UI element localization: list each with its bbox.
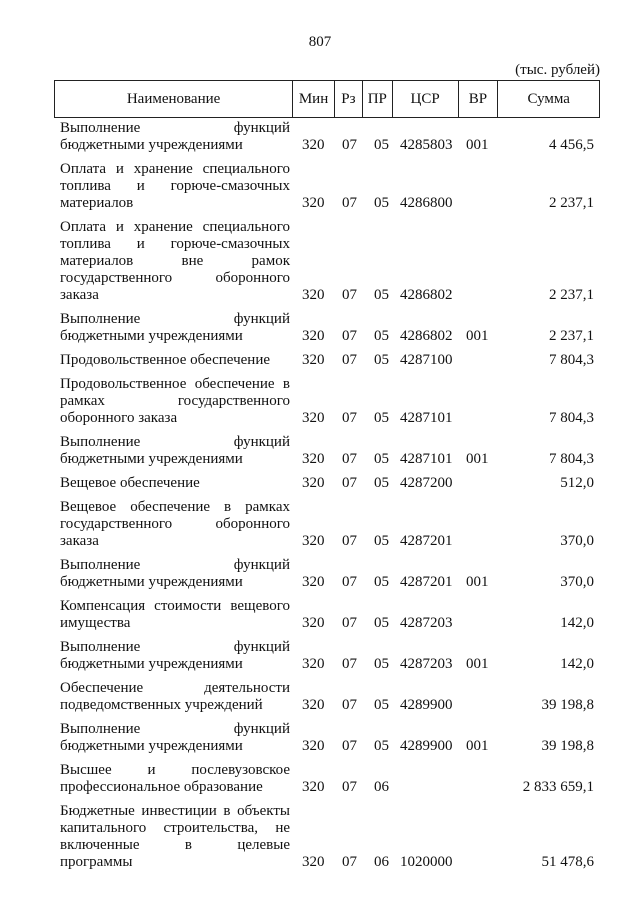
row-min: 320	[302, 352, 325, 368]
row-csr: 4286802	[400, 328, 453, 344]
row-pr: 05	[374, 410, 389, 426]
row-csr: 4287201	[400, 574, 453, 590]
table-row	[54, 557, 600, 591]
row-name	[54, 311, 290, 345]
row-name	[54, 376, 290, 427]
row-rz: 07	[342, 738, 357, 754]
row-name-line: Продовольственное обеспечение в	[60, 376, 290, 392]
row-name-line: Вещевое обеспечение	[60, 475, 200, 491]
row-pr: 05	[374, 451, 389, 467]
row-name-line: Продовольственное обеспечение	[60, 352, 270, 368]
row-min: 320	[302, 615, 325, 631]
table-row	[54, 219, 600, 304]
row-csr: 4287100	[400, 352, 453, 368]
table-row	[54, 803, 600, 871]
row-name-line: подведомственных учреждений	[60, 697, 263, 713]
row-name-line: Выполнение функций	[60, 434, 290, 450]
row-pr: 06	[374, 779, 389, 795]
row-name	[54, 352, 290, 369]
row-name-line: Компенсация стоимости вещевого	[60, 598, 290, 614]
row-name-line: топлива и горюче-смазочных	[60, 178, 290, 194]
table-row	[54, 680, 600, 714]
table-row	[54, 352, 600, 369]
row-name-line: бюджетными учреждениями	[60, 574, 243, 590]
row-rz: 07	[342, 287, 357, 303]
table-row	[54, 762, 600, 796]
row-pr: 05	[374, 328, 389, 344]
row-name-line: профессиональное образование	[60, 779, 263, 795]
row-name-line: материалов вне рамок	[60, 253, 290, 269]
table-row	[54, 376, 600, 427]
row-sum: 2 237,1	[549, 287, 594, 303]
row-name-line: рамках государственного	[60, 393, 290, 409]
row-name-line: бюджетными учреждениями	[60, 656, 243, 672]
row-name-line: программы	[60, 854, 133, 870]
row-sum: 51 478,6	[541, 854, 594, 870]
table-row	[54, 161, 600, 212]
row-min: 320	[302, 697, 325, 713]
row-min: 320	[302, 533, 325, 549]
row-min: 320	[302, 137, 325, 153]
row-name	[54, 762, 290, 796]
row-csr: 4287200	[400, 475, 453, 491]
row-vr: 001	[466, 574, 489, 590]
row-rz: 07	[342, 410, 357, 426]
row-name-line: Обеспечение деятельности	[60, 680, 290, 696]
row-rz: 07	[342, 352, 357, 368]
row-name-line: государственного оборонного	[60, 270, 290, 286]
row-rz: 07	[342, 195, 357, 211]
row-name-line: имущества	[60, 615, 131, 631]
row-sum: 142,0	[560, 615, 594, 631]
row-name-line: Выполнение функций	[60, 120, 290, 136]
row-min: 320	[302, 451, 325, 467]
row-csr: 4286800	[400, 195, 453, 211]
row-name	[54, 803, 290, 871]
row-csr: 4287201	[400, 533, 453, 549]
units-label: (тыс. рублей)	[515, 62, 600, 78]
row-name	[54, 434, 290, 468]
row-vr: 001	[466, 738, 489, 754]
row-pr: 05	[374, 352, 389, 368]
row-min: 320	[302, 195, 325, 211]
row-name	[54, 639, 290, 673]
row-sum: 7 804,3	[549, 352, 594, 368]
row-vr: 001	[466, 656, 489, 672]
row-name-line: Бюджетные инвестиции в объекты	[60, 803, 290, 819]
row-name	[54, 219, 290, 304]
table-row	[54, 499, 600, 550]
row-sum: 370,0	[560, 574, 594, 590]
table-row	[54, 721, 600, 755]
row-vr: 001	[466, 137, 489, 153]
row-min: 320	[302, 574, 325, 590]
header-name: Наименование	[126, 90, 221, 107]
row-sum: 2 237,1	[549, 195, 594, 211]
row-min: 320	[302, 475, 325, 491]
row-sum: 39 198,8	[541, 697, 594, 713]
row-csr: 4289900	[400, 738, 453, 754]
row-name-line: бюджетными учреждениями	[60, 451, 243, 467]
row-sum: 7 804,3	[549, 451, 594, 467]
row-name-line: Оплата и хранение специального	[60, 219, 290, 235]
row-csr: 4286802	[400, 287, 453, 303]
row-pr: 05	[374, 287, 389, 303]
row-rz: 07	[342, 854, 357, 870]
row-name	[54, 680, 290, 714]
row-name-line: Вещевое обеспечение в рамках	[60, 499, 290, 515]
header-pr: ПР	[362, 81, 392, 117]
row-pr: 05	[374, 574, 389, 590]
row-csr: 4287101	[400, 410, 453, 426]
row-rz: 07	[342, 533, 357, 549]
row-pr: 05	[374, 615, 389, 631]
row-name-line: Оплата и хранение специального	[60, 161, 290, 177]
row-sum: 370,0	[560, 533, 594, 549]
row-min: 320	[302, 328, 325, 344]
table-row	[54, 120, 600, 154]
row-rz: 07	[342, 137, 357, 153]
table-row	[54, 639, 600, 673]
row-min: 320	[302, 854, 325, 870]
row-name-line: Выполнение функций	[60, 721, 290, 737]
row-csr: 4287203	[400, 615, 453, 631]
row-min: 320	[302, 738, 325, 754]
row-rz: 07	[342, 615, 357, 631]
row-name-line: бюджетными учреждениями	[60, 738, 243, 754]
row-name	[54, 499, 290, 550]
row-sum: 512,0	[560, 475, 594, 491]
row-name	[54, 161, 290, 212]
row-name-line: заказа	[60, 287, 99, 303]
row-min: 320	[302, 410, 325, 426]
row-sum: 142,0	[560, 656, 594, 672]
row-vr: 001	[466, 451, 489, 467]
row-sum: 4 456,5	[549, 137, 594, 153]
row-pr: 06	[374, 854, 389, 870]
row-name	[54, 475, 290, 492]
row-rz: 07	[342, 574, 357, 590]
row-name-line: капитального строительства, не	[60, 820, 290, 836]
row-name-line: оборонного заказа	[60, 410, 178, 426]
row-name-line: Высшее и послевузовское	[60, 762, 290, 778]
row-rz: 07	[342, 697, 357, 713]
row-min: 320	[302, 287, 325, 303]
row-sum: 39 198,8	[541, 738, 594, 754]
row-min: 320	[302, 779, 325, 795]
row-csr: 4287101	[400, 451, 453, 467]
table-body	[54, 120, 600, 878]
row-rz: 07	[342, 328, 357, 344]
row-csr: 1020000	[400, 854, 453, 870]
row-pr: 05	[374, 533, 389, 549]
row-name	[54, 557, 290, 591]
header-csr: ЦСР	[392, 81, 458, 117]
row-rz: 07	[342, 656, 357, 672]
row-name-line: бюджетными учреждениями	[60, 137, 243, 153]
row-sum: 7 804,3	[549, 410, 594, 426]
row-pr: 05	[374, 137, 389, 153]
row-rz: 07	[342, 475, 357, 491]
row-name	[54, 120, 290, 154]
table-header	[54, 80, 600, 118]
row-csr: 4289900	[400, 697, 453, 713]
row-name-line: Выполнение функций	[60, 639, 290, 655]
page-number: 807	[308, 34, 332, 50]
row-name-line: заказа	[60, 533, 99, 549]
header-rz: Рз	[334, 81, 362, 117]
row-name	[54, 721, 290, 755]
row-vr: 001	[466, 328, 489, 344]
row-sum: 2 833 659,1	[522, 779, 594, 795]
row-pr: 05	[374, 697, 389, 713]
table-row	[54, 311, 600, 345]
row-name-line: государственного оборонного	[60, 516, 290, 532]
row-sum: 2 237,1	[549, 328, 594, 344]
row-rz: 07	[342, 779, 357, 795]
row-pr: 05	[374, 195, 389, 211]
row-name-line: бюджетными учреждениями	[60, 328, 243, 344]
row-min: 320	[302, 656, 325, 672]
row-name-line: материалов	[60, 195, 134, 211]
header-sum: Сумма	[497, 81, 599, 117]
row-rz: 07	[342, 451, 357, 467]
header-min: Мин	[292, 81, 334, 117]
row-pr: 05	[374, 738, 389, 754]
table-row	[54, 598, 600, 632]
row-name-line: Выполнение функций	[60, 557, 290, 573]
row-name	[54, 598, 290, 632]
table-row	[54, 434, 600, 468]
row-name-line: топлива и горюче-смазочных	[60, 236, 290, 252]
row-name-line: Выполнение функций	[60, 311, 290, 327]
table-row	[54, 475, 600, 492]
row-name-line: включенные в целевые	[60, 837, 290, 853]
row-pr: 05	[374, 475, 389, 491]
row-csr: 4287203	[400, 656, 453, 672]
row-csr: 4285803	[400, 137, 453, 153]
row-pr: 05	[374, 656, 389, 672]
header-vr: ВР	[458, 81, 498, 117]
